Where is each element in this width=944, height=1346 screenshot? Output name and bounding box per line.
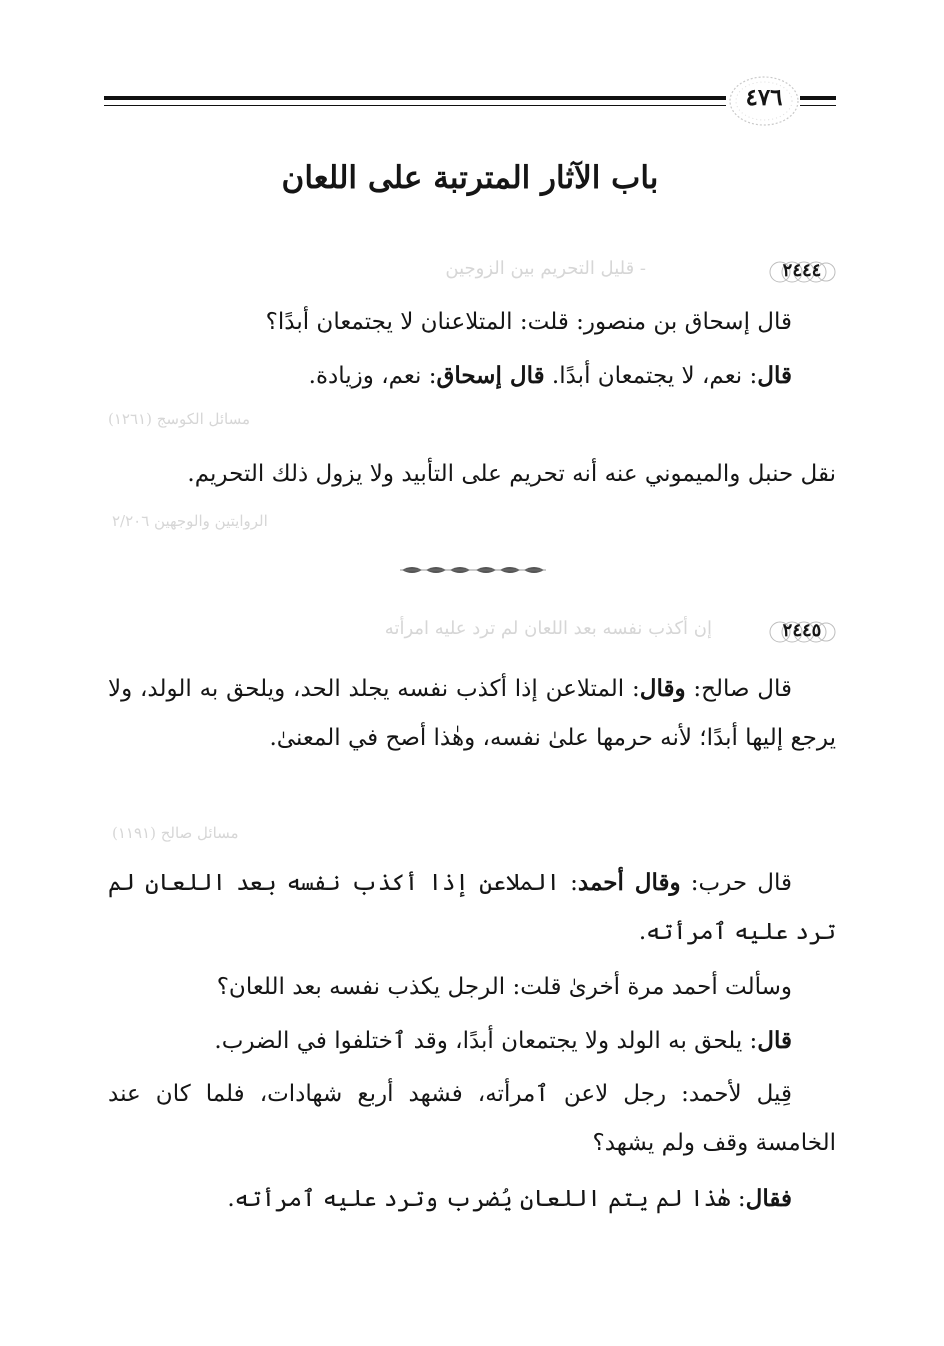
faded-source-citation: مسائل الكوسج (١٢٦١) (108, 410, 251, 428)
ornamental-divider-icon (398, 562, 548, 578)
entry-number: ٢٤٤٤ (782, 260, 822, 281)
paragraph: قال: يلحق به الولد ولا يجتمعان أبدًا، وقد ٱختلفوا في الضرب. (214, 1027, 792, 1054)
note-paragraph: نقل حنبل والميموني عنه أنه تحريم على التأبيد ولا يزول ذلك التحريم. (187, 461, 836, 487)
paragraph: قال: نعم، لا يجتمعان أبدًا. قال إسحاق: نعم، وزيادة. (308, 362, 792, 389)
chapter-title: باب الآثار المترتبة على اللعان (281, 160, 659, 196)
entry-number-badge (768, 252, 836, 292)
entry-number-badge (768, 612, 836, 652)
faded-entry-heading: إن أكذب نفسه بعد اللعان لم ترد عليه امرأته (384, 618, 712, 639)
header-rule (104, 96, 726, 106)
paragraph: وسألت أحمد مرة أخرىٰ قلت: الرجل يكذب نفسه بعد اللعان؟ (216, 974, 792, 1000)
paragraph: قال صالح: وقال: المتلاعن إذا أكذب نفسه يجلد الحد، ويلحق به الولد، ولا يرجع إليها أبدًا؛ لأنه حرمها علىٰ نفسه، وهٰذا أصح في المعنىٰ. (108, 675, 836, 751)
entry-number: ٢٤٤٥ (782, 620, 822, 641)
header-rule-end (800, 96, 836, 106)
faded-source-citation: مسائل صالح (١١٩١) (112, 824, 239, 842)
page-number-ornament (724, 72, 804, 130)
page-number: ٤٧٦ (745, 84, 783, 111)
faded-entry-heading: - قليل التحريم بين الزوجين (445, 258, 646, 279)
paragraph: قال حرب: وقال أحمد: الملاعن إذا أكذب نفسه بعد اللعان لم ترد عليه ٱمرأته. (108, 869, 836, 945)
paragraph: قال إسحاق بن منصور: قلت: المتلاعنان لا يجتمعان أبدًا؟ (265, 309, 792, 335)
paragraph: قِيل لأحمد: رجل لاعن ٱمرأته، فشهد أربع شهادات، فلما كان عند الخامسة وقف ولم يشهد؟ (108, 1081, 836, 1156)
faded-source-citation: الروايتين والوجهين ٢/٢٠٦ (112, 512, 268, 530)
paragraph: فقال: هٰذا لم يتم اللعان يُضرب وترد عليه ٱمرأته. (227, 1185, 792, 1212)
